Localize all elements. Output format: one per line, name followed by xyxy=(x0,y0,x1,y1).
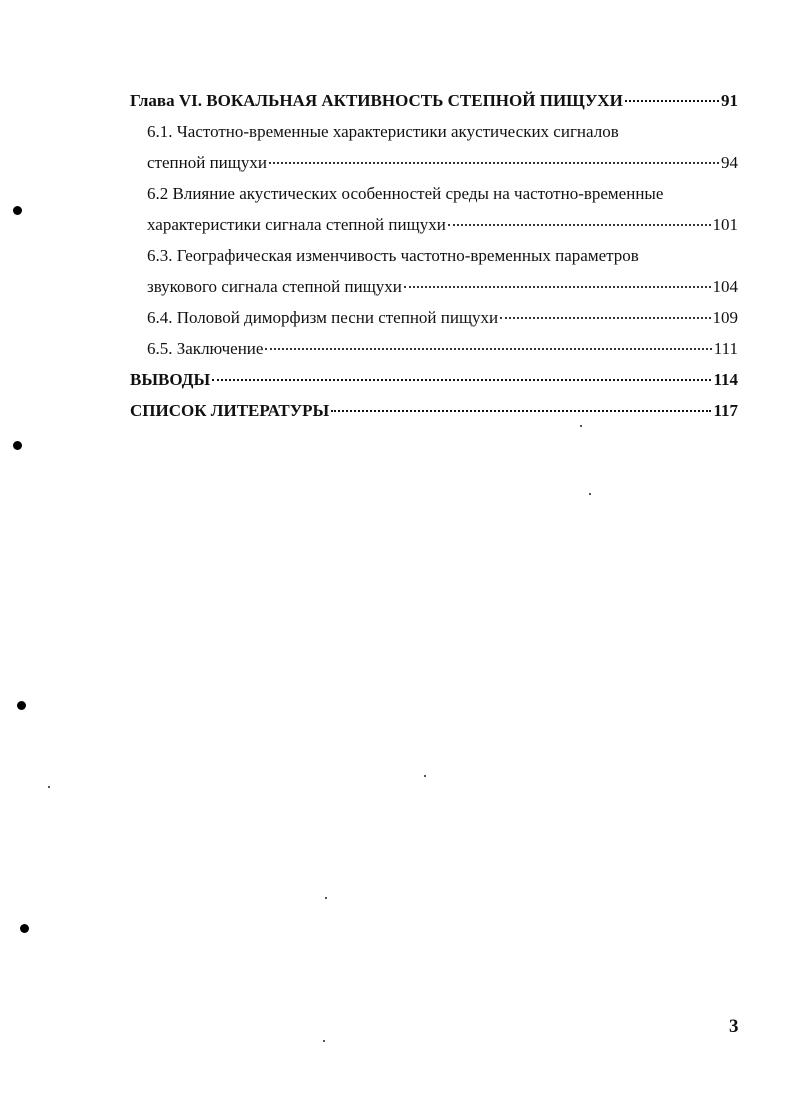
toc-entry-6-1-line2[interactable] xyxy=(130,147,738,178)
toc-entry-title: 6.1. Частотно-временные характеристики акустических сигналов xyxy=(147,122,619,141)
toc-entry-title: 6.5. Заключение xyxy=(147,339,264,358)
toc-leader-dots xyxy=(331,410,711,412)
binder-hole xyxy=(20,924,29,933)
toc-entry-title: Глава VI. ВОКАЛЬНАЯ АКТИВНОСТЬ СТЕПНОЙ ПИЩУХИ xyxy=(130,91,623,110)
scan-speck xyxy=(325,897,327,899)
toc-entry-6-2-line1[interactable] xyxy=(130,178,738,209)
binder-hole xyxy=(13,441,22,450)
scan-speck xyxy=(323,1040,325,1042)
toc-entry-title: 6.2 Влияние акустических особенностей среды на частотно-временные xyxy=(147,184,664,203)
toc-entry-6-5[interactable] xyxy=(130,333,738,364)
binder-hole xyxy=(17,701,26,710)
toc-entry-title: ВЫВОДЫ xyxy=(130,370,211,389)
toc-entry-page: 101 xyxy=(712,215,738,234)
scan-speck xyxy=(424,775,426,777)
toc-leader-dots xyxy=(265,348,711,350)
toc-entry-6-3-line2[interactable] xyxy=(130,271,738,302)
scan-speck xyxy=(48,786,50,788)
toc-entry-page: 91 xyxy=(721,91,738,110)
toc-entry-title: 6.3. Географическая изменчивость частотно-временных параметров xyxy=(147,246,639,265)
toc-leader-dots xyxy=(448,224,711,226)
toc-entry-6-3-line1[interactable] xyxy=(130,240,738,271)
toc-entry-page: 114 xyxy=(713,370,738,389)
toc-entry-6-4[interactable] xyxy=(130,302,738,333)
toc-leader-dots xyxy=(625,100,719,102)
toc-entry-chapter-6[interactable] xyxy=(130,85,738,116)
toc-leader-dots xyxy=(500,317,710,319)
toc-entry-page: 109 xyxy=(712,308,738,327)
binder-hole xyxy=(13,206,22,215)
toc-leader-dots xyxy=(212,379,711,381)
toc-entry-page: 111 xyxy=(713,339,738,358)
toc-entry-page: 117 xyxy=(713,401,738,420)
toc-entry-page: 104 xyxy=(712,277,738,296)
scan-speck xyxy=(589,493,591,495)
toc-leader-dots xyxy=(404,286,711,288)
toc-entry-title: СПИСОК ЛИТЕРАТУРЫ xyxy=(130,401,330,420)
toc-entry-6-2-line2[interactable] xyxy=(130,209,738,240)
toc-entry-title-cont: степной пищухи xyxy=(147,153,267,172)
toc-entry-6-1-line1[interactable] xyxy=(130,116,738,147)
toc-leader-dots xyxy=(269,162,719,164)
table-of-contents xyxy=(130,85,738,426)
page-number: 3 xyxy=(729,1016,739,1037)
toc-entry-title: 6.4. Половой диморфизм песни степной пищухи xyxy=(147,308,499,327)
toc-entry-conclusions[interactable] xyxy=(130,364,738,395)
toc-entry-references[interactable] xyxy=(130,395,738,426)
toc-entry-title-cont: характеристики сигнала степной пищухи xyxy=(147,215,446,234)
toc-entry-title-cont: звукового сигнала степной пищухи xyxy=(147,277,402,296)
toc-entry-page: 94 xyxy=(721,153,738,172)
